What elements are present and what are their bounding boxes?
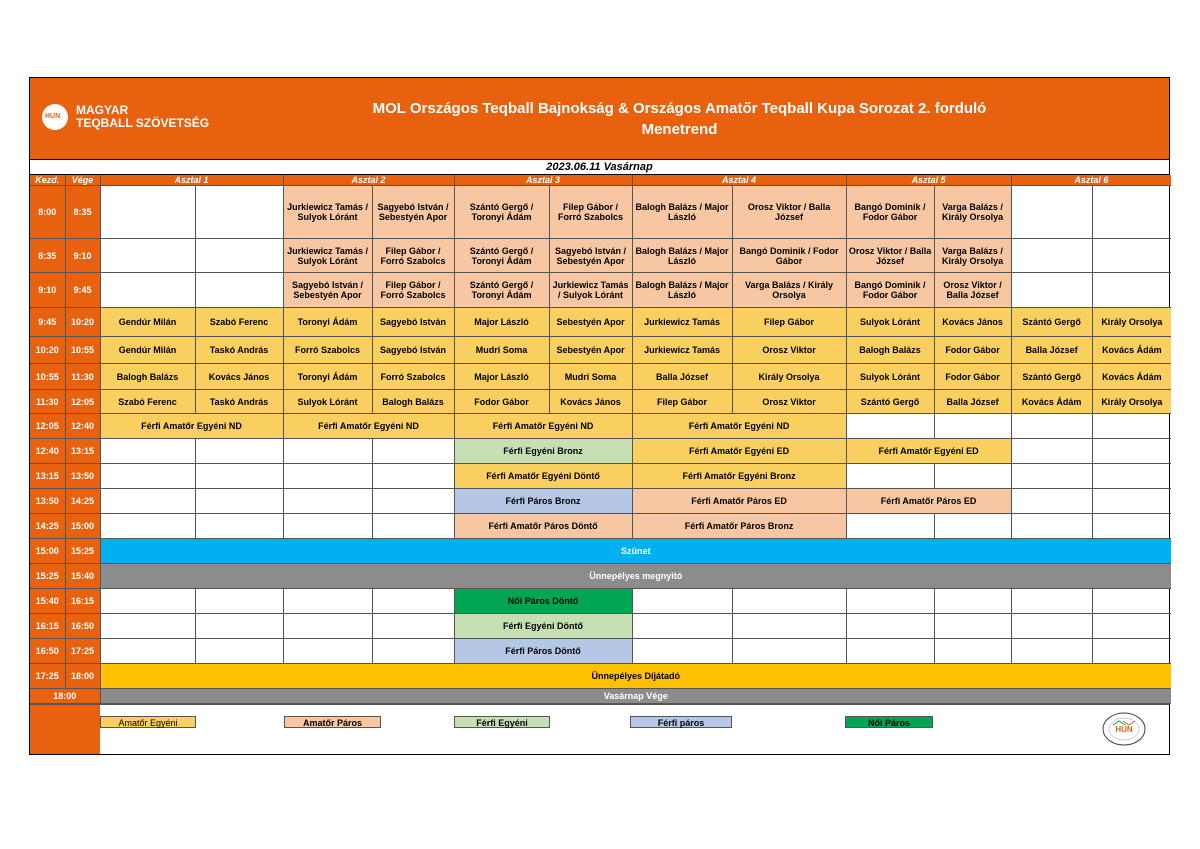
match-cell: Varga Balázs / Király Orsolya bbox=[934, 186, 1011, 239]
legend-ferfi-paros: Férfi páros bbox=[630, 716, 732, 728]
table-row: 12:40 13:15 Férfi Egyéni Bronz Férfi Amatőr Egyéni ED Férfi Amatőr Egyéni ED bbox=[30, 439, 1171, 464]
table-row: 12:05 12:40 Férfi Amatőr Egyéni ND Férfi Amatőr Egyéni ND Férfi Amatőr Egyéni ND Férfi Amatőr Egyéni ND bbox=[30, 414, 1171, 439]
match-cell: Orosz Viktor / Balla József bbox=[732, 186, 846, 239]
opening-ceremony-banner: Ünnepélyes megnyitó bbox=[100, 564, 1171, 589]
table-row: 8:35 9:10 Jurkiewicz Tamás / Sulyok Lóránt Filep Gábor / Forró Szabolcs Szántó Gergő / Toronyi Ádám Sagyebó István / Sebestyén Apor Balogh Balázs / Major László Bangó Dominik / Fodor Gábor Orosz Viktor / Balla József Varga Balázs / Király Orsolya bbox=[30, 239, 1171, 273]
table-row: 8:00 8:35 Jurkiewicz Tamás / Sulyok Lóránt Sagyebó István / Sebestyén Apor Szántó Gergő / Toronyi Ádám Filep Gábor / Forró Szabolcs Balogh Balázs / Major László Orosz Viktor / Balla József Bangó Dominik / Fodor Gábor Varga Balázs / Király Orsolya bbox=[30, 186, 1171, 239]
table-row: 18:00 Vasárnap Vége bbox=[30, 689, 1171, 704]
event-cell: Férfi Amatőr Páros ED bbox=[846, 489, 1011, 514]
match-cell: Varga Balázs / Király Orsolya bbox=[934, 239, 1011, 273]
event-cell: Férfi Egyéni Döntő bbox=[454, 614, 632, 639]
match-cell: Jurkiewicz Tamás / Sulyok Lóránt bbox=[549, 273, 632, 308]
col-table-5: Asztal 5 bbox=[846, 175, 1011, 186]
table-row: 13:15 13:50 Férfi Amatőr Egyéni Döntő Férfi Amatőr Egyéni Bronz bbox=[30, 464, 1171, 489]
event-cell: Férfi Páros Bronz bbox=[454, 489, 632, 514]
table-row: 9:45 10:20 Gendúr Milán Szabó Ferenc Toronyi Ádám Sagyebó István Major László Sebestyén Apor Jurkiewicz Tamás Filep Gábor Sulyok Lóránt Kovács János Szántó Gergő Király Orsolya bbox=[30, 308, 1171, 337]
match-cell: Balogh Balázs / Major László bbox=[632, 186, 732, 239]
legend-noi-paros: Női Páros bbox=[845, 716, 933, 728]
table-row: 10:20 10:55 Gendúr Milán Taskó András Forró Szabolcs Sagyebó István Mudri Soma Sebestyén Apor Jurkiewicz Tamás Orosz Viktor Balogh Balázs Fodor Gábor Balla József Kovács Ádám bbox=[30, 337, 1171, 364]
match-cell: Balogh Balázs / Major László bbox=[632, 273, 732, 308]
event-cell: Férfi Amatőr Egyéni ND bbox=[632, 414, 846, 439]
legend bbox=[30, 704, 1169, 754]
cell bbox=[1011, 186, 1092, 239]
col-start: Kezd. bbox=[30, 175, 65, 186]
header-banner bbox=[30, 78, 1169, 160]
event-cell: Férfi Amatőr Egyéni ED bbox=[632, 439, 846, 464]
event-cell: Férfi Amatőr Páros ED bbox=[632, 489, 846, 514]
col-end: Vége bbox=[65, 175, 100, 186]
match-cell: Filep Gábor / Forró Szabolcs bbox=[372, 273, 454, 308]
day-end-banner: Vasárnap Vége bbox=[100, 689, 1171, 704]
event-cell: Férfi Amatőr Páros Döntő bbox=[454, 514, 632, 539]
cell bbox=[100, 186, 195, 239]
col-table-1: Asztal 1 bbox=[100, 175, 283, 186]
match-cell: Jurkiewicz Tamás / Sulyok Lóránt bbox=[283, 186, 372, 239]
legend-amator-egyeni: Amatőr Egyéni bbox=[100, 716, 196, 728]
event-cell: Férfi Egyéni Bronz bbox=[454, 439, 632, 464]
match-cell: Bangó Dominik / Fodor Gábor bbox=[846, 186, 934, 239]
event-cell: Női Páros Döntő bbox=[454, 589, 632, 614]
table-row: 16:50 17:25 Férfi Páros Döntő bbox=[30, 639, 1171, 664]
match-cell: Szántó Gergő / Toronyi Ádám bbox=[454, 273, 549, 308]
match-cell: Varga Balázs / Király Orsolya bbox=[732, 273, 846, 308]
match-cell: Sagyebó István / Sebestyén Apor bbox=[283, 273, 372, 308]
match-cell: Bangó Dominik / Fodor Gábor bbox=[846, 273, 934, 308]
event-cell: Férfi Amatőr Páros Bronz bbox=[632, 514, 846, 539]
cell bbox=[1092, 186, 1171, 239]
logo-line-2: TEQBALL SZÖVETSÉG bbox=[76, 116, 210, 130]
col-table-2: Asztal 2 bbox=[283, 175, 454, 186]
schedule-sheet bbox=[29, 77, 1170, 755]
match-cell: Szántó Gergő / Toronyi Ádám bbox=[454, 239, 549, 273]
logo-line-1: MAGYAR bbox=[76, 103, 129, 117]
col-table-6: Asztal 6 bbox=[1011, 175, 1171, 186]
table-row: 13:50 14:25 Férfi Páros Bronz Férfi Amatőr Páros ED Férfi Amatőr Páros ED bbox=[30, 489, 1171, 514]
table-row: 10:55 11:30 Balogh Balázs Kovács János Toronyi Ádám Forró Szabolcs Major László Mudri Soma Balla József Király Orsolya Sulyok Lóránt Fodor Gábor Szántó Gergő Kovács Ádám bbox=[30, 364, 1171, 390]
event-cell: Férfi Amatőr Egyéni ND bbox=[283, 414, 454, 439]
teqball-logo-icon: HUN bbox=[42, 104, 68, 130]
match-cell: Orosz Viktor / Balla József bbox=[846, 239, 934, 273]
match-cell: Filep Gábor / Forró Szabolcs bbox=[372, 239, 454, 273]
match-cell: Filep Gábor / Forró Szabolcs bbox=[549, 186, 632, 239]
match-cell: Szántó Gergő / Toronyi Ádám bbox=[454, 186, 549, 239]
event-cell: Férfi Páros Döntő bbox=[454, 639, 632, 664]
match-cell: Bangó Dominik / Fodor Gábor bbox=[732, 239, 846, 273]
table-row: 17:25 18:00 Ünnepélyes Díjátadó bbox=[30, 664, 1171, 689]
table-row: 9:10 9:45 Sagyebó István / Sebestyén Apor Filep Gábor / Forró Szabolcs Szántó Gergő / Toronyi Ádám Jurkiewicz Tamás / Sulyok Lóránt Balogh Balázs / Major László Varga Balázs / Király Orsolya Bangó Dominik / Fodor Gábor Orosz Viktor / Balla József bbox=[30, 273, 1171, 308]
schedule-table bbox=[30, 175, 1171, 704]
event-date: 2023.06.11 Vasárnap bbox=[30, 160, 1169, 175]
match-cell: Orosz Viktor / Balla József bbox=[934, 273, 1011, 308]
col-table-3: Asztal 3 bbox=[454, 175, 632, 186]
table-row: 15:25 15:40 Ünnepélyes megnyitó bbox=[30, 564, 1171, 589]
federation-seal-icon bbox=[1101, 711, 1147, 747]
table-row: 11:30 12:05 Szabó Ferenc Taskó András Sulyok Lóránt Balogh Balázs Fodor Gábor Kovács János Filep Gábor Orosz Viktor Szántó Gergő Balla József Kovács Ádám Király Orsolya bbox=[30, 390, 1171, 414]
table-row: 15:00 15:25 Szünet bbox=[30, 539, 1171, 564]
event-cell: Férfi Amatőr Egyéni ND bbox=[100, 414, 283, 439]
match-cell: Sagyebó István / Sebestyén Apor bbox=[549, 239, 632, 273]
legend-amator-paros: Amatőr Páros bbox=[284, 716, 381, 728]
match-cell: Sagyebó István / Sebestyén Apor bbox=[372, 186, 454, 239]
legend-ferfi-egyeni: Férfi Egyéni bbox=[454, 716, 550, 728]
event-cell: Férfi Amatőr Egyéni Bronz bbox=[632, 464, 846, 489]
table-row: 16:15 16:50 Férfi Egyéni Döntő bbox=[30, 614, 1171, 639]
break-banner: Szünet bbox=[100, 539, 1171, 564]
event-cell: Férfi Amatőr Egyéni ND bbox=[454, 414, 632, 439]
event-cell: Férfi Amatőr Egyéni ED bbox=[846, 439, 1011, 464]
col-table-4: Asztal 4 bbox=[632, 175, 846, 186]
table-row: 15:40 16:15 Női Páros Döntő bbox=[30, 589, 1171, 614]
page-title: MOL Országos Teqball Bajnokság & Országos Amatőr Teqball Kupa Sorozat 2. forduló Menetrend bbox=[372, 100, 987, 138]
svg-text:HUN: HUN bbox=[1115, 725, 1133, 734]
match-cell: Jurkiewicz Tamás / Sulyok Lóránt bbox=[283, 239, 372, 273]
column-header-row bbox=[30, 175, 1171, 186]
match-cell: Balogh Balázs / Major László bbox=[632, 239, 732, 273]
cell bbox=[195, 186, 283, 239]
table-row: 14:25 15:00 Férfi Amatőr Páros Döntő Férfi Amatőr Páros Bronz bbox=[30, 514, 1171, 539]
event-cell: Férfi Amatőr Egyéni Döntő bbox=[454, 464, 632, 489]
federation-logo bbox=[42, 104, 209, 130]
award-ceremony-banner: Ünnepélyes Díjátadó bbox=[100, 664, 1171, 689]
